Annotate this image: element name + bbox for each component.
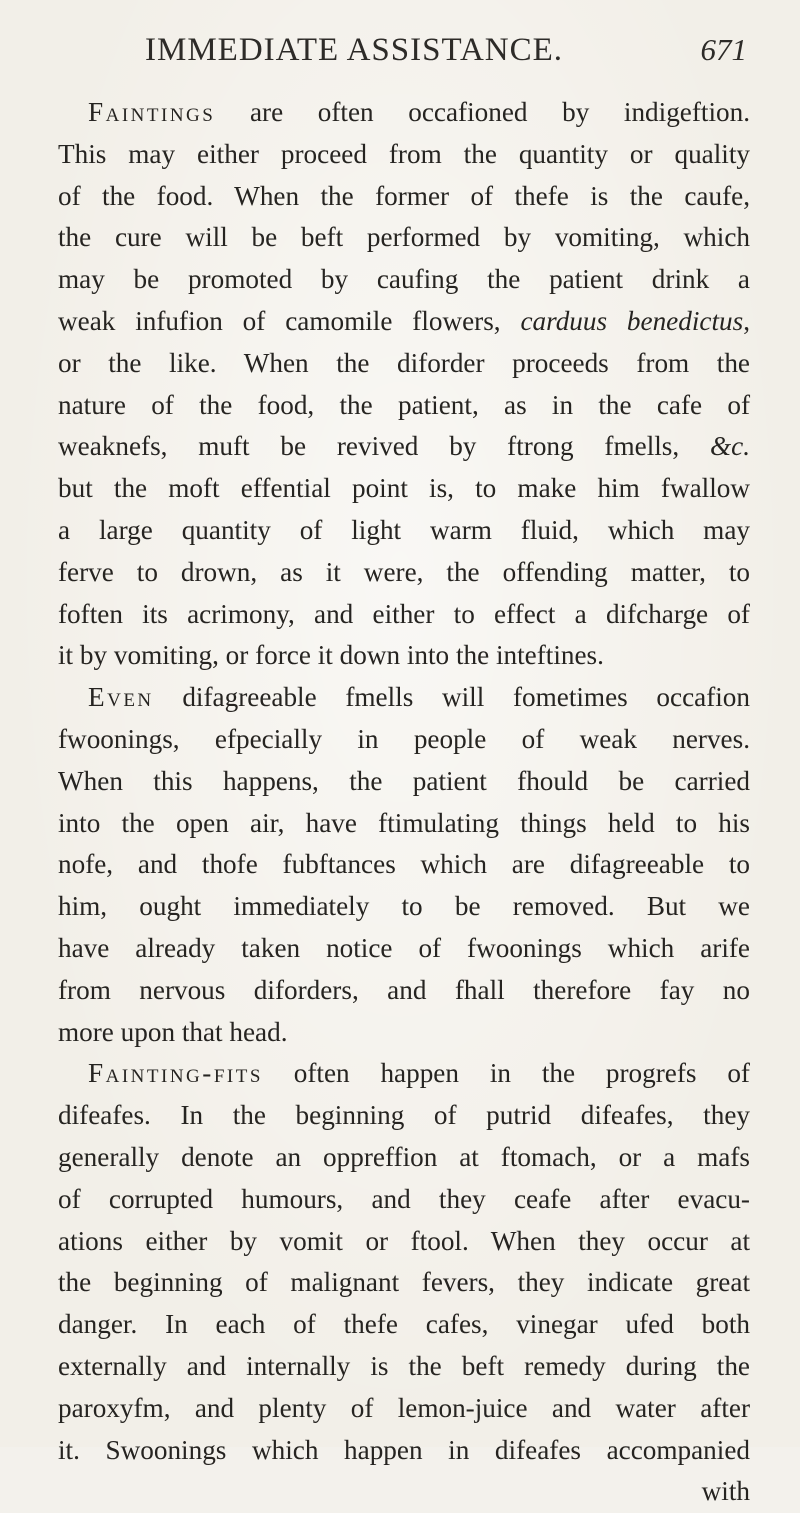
text-line: danger. In each of thefe cafes, vinegar ufed both	[58, 1309, 750, 1340]
text-line: have already taken notice of fwoonings which arife	[58, 932, 750, 963]
paragraph-lead-word: Even	[88, 682, 154, 713]
paragraph-lead-word: Fainting-fits	[88, 1058, 263, 1089]
text-line: Fainting-fits often happen in the progrefs of	[88, 1058, 750, 1089]
text-line: ations either by vomit or ftool. When they occur at	[58, 1225, 750, 1256]
text-line: Even difagreeable fmells will fometimes occafion	[88, 682, 750, 713]
italic-term: carduus benedictus	[520, 305, 744, 336]
paragraph-lead-word: Faintings	[88, 97, 216, 127]
text-line: but the moft effential point is, to make him fwallow	[58, 473, 750, 504]
text-line: generally denote an oppreffion at ftomach, or a mafs	[58, 1141, 750, 1172]
text-line: weak infufion of camomile flowers, carduus benedictus,	[58, 305, 750, 336]
catchword: with	[701, 1476, 750, 1507]
text-line: a large quantity of light warm fluid, which may	[58, 514, 750, 545]
text-line: into the open air, have ftimulating things held to his	[58, 807, 750, 838]
text-line: him, ought immediately to be removed. But we	[58, 891, 750, 922]
text-line: This may either proceed from the quantity or quality	[58, 138, 750, 169]
text-line: externally and internally is the beft remedy during the	[58, 1350, 750, 1381]
text-line: ferve to drown, as it were, the offending matter, to	[58, 556, 750, 587]
running-title: IMMEDIATE ASSISTANCE.	[145, 32, 564, 68]
text-line: weaknefs, muft be revived by ftrong fmells, &c.	[58, 431, 750, 462]
text-line: the beginning of malignant fevers, they indicate great	[58, 1267, 750, 1298]
body-text	[58, 92, 750, 1513]
text-line: it by vomiting, or force it down into the inteftines.	[58, 640, 604, 671]
text-line: foften its acrimony, and either to effect a difcharge of	[58, 598, 750, 629]
text-line: nature of the food, the patient, as in the cafe of	[58, 389, 750, 420]
text-line: paroxyfm, and plenty of lemon-juice and water after	[58, 1392, 750, 1423]
text-line: of the food. When the former of thefe is the caufe,	[58, 180, 750, 211]
text-line: more upon that head.	[58, 1016, 288, 1047]
text-line: or the like. When the diforder proceeds from the	[58, 347, 750, 378]
text-line: difeafes. In the beginning of putrid difeafes, they	[58, 1100, 750, 1131]
text-line: nofe, and thofe fubftances which are difagreeable to	[58, 849, 750, 880]
text-line: may be promoted by caufing the patient drink a	[58, 264, 750, 295]
text-line: fwoonings, efpecially in people of weak nerves.	[58, 723, 750, 754]
text-line: When this happens, the patient fhould be carried	[58, 765, 750, 796]
text-line: it. Swoonings which happen in difeafes accompanied	[58, 1434, 750, 1465]
text-line: from nervous diforders, and fhall therefore fay no	[58, 974, 750, 1005]
text-line: Faintings are often occafioned by indigeftion.	[88, 97, 750, 127]
text-line: the cure will be beft performed by vomiting, which	[58, 222, 750, 253]
text-line: of corrupted humours, and they ceafe after evacu-	[58, 1183, 750, 1214]
italic-term: &c.	[709, 431, 750, 462]
page-number: 671	[700, 32, 747, 67]
running-head	[0, 20, 800, 80]
